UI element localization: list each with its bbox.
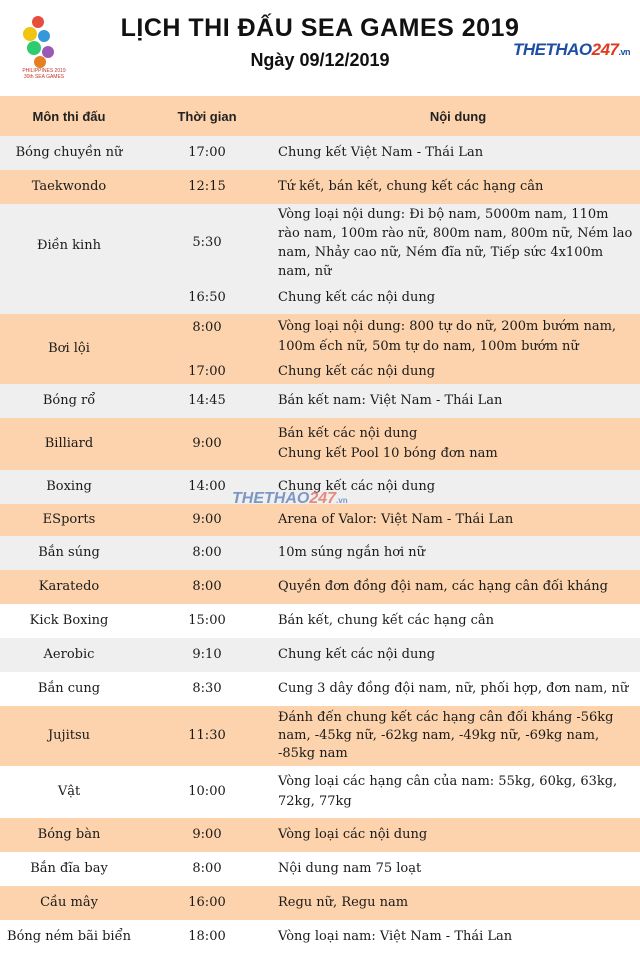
table-row — [0, 170, 640, 204]
column-header-content: Nội dung — [276, 96, 640, 136]
content-cell — [276, 418, 640, 470]
content-cell: Bán kết nam: Việt Nam - Thái Lan — [276, 384, 640, 418]
sport-cell: Bóng rổ — [0, 384, 138, 418]
time-cell: 14:45 — [138, 384, 276, 418]
content-cell: Quyền đơn đồng đội nam, các hạng cân đối kháng — [276, 570, 640, 604]
time-cell: 17:00 — [138, 360, 276, 384]
table-row — [0, 204, 640, 282]
sport-cell: Billiard — [0, 418, 138, 470]
sport-cell: Bóng bàn — [0, 818, 138, 852]
logo-caption-line-2: 30th SEA GAMES — [23, 74, 65, 80]
time-cell: 8:00 — [138, 570, 276, 604]
time-cell: 17:00 — [138, 136, 276, 170]
sport-cell: Bắn cung — [0, 672, 138, 706]
content-cell: Đánh đến chung kết các hạng cân đối kháng -56kg nam, -45kg nữ, -62kg nam, -49kg nữ, -69kg nam, -85kg nam — [276, 706, 640, 766]
time-cell: 11:30 — [138, 706, 276, 766]
column-header-sport: Môn thi đấu — [0, 96, 138, 136]
brand-main: THETHAO — [512, 40, 592, 59]
table-row — [0, 886, 640, 920]
sport-cell: Taekwondo — [0, 170, 138, 204]
sport-cell: Cầu mây — [0, 886, 138, 920]
time-cell: 8:00 — [138, 314, 276, 360]
content-cell: Tứ kết, bán kết, chung kết các hạng cân — [276, 170, 640, 204]
sport-cell: Bơi lội — [0, 314, 138, 384]
time-cell: 8:30 — [138, 672, 276, 706]
table-row — [0, 418, 640, 470]
watermark-main: THETHAO — [232, 490, 310, 507]
brand-num: 247 — [591, 40, 619, 59]
time-cell: 14:00 — [138, 470, 276, 504]
content-cell: Vòng loại nam: Việt Nam - Thái Lan — [276, 920, 640, 954]
content-cell: Bán kết, chung kết các hạng cân — [276, 604, 640, 638]
table-row — [0, 672, 640, 706]
time-cell: 16:50 — [138, 282, 276, 314]
table-row — [0, 136, 640, 170]
brand-tld: .vn — [618, 47, 630, 57]
table-row — [0, 384, 640, 418]
content-cell: Chung kết Việt Nam - Thái Lan — [276, 136, 640, 170]
sport-cell: Bắn đĩa bay — [0, 852, 138, 886]
content-cell: Cung 3 dây đồng đội nam, nữ, phối hợp, đơn nam, nữ — [276, 672, 640, 706]
content-line-2: Chung kết Pool 10 bóng đơn nam — [278, 446, 498, 461]
content-cell: Vòng loại các nội dung — [276, 818, 640, 852]
sport-cell: Karatedo — [0, 570, 138, 604]
sport-cell: Điền kinh — [0, 204, 138, 314]
time-cell: 12:15 — [138, 170, 276, 204]
content-cell: Vòng loại nội dung: Đi bộ nam, 5000m nam, 110m rào nam, 100m rào nữ, 800m nam, 800m nữ, Ném lao nam, Nhảy cao nữ, Ném đĩa nữ, Tiếp sức 4x100m nam, nữ — [276, 204, 640, 282]
table-row — [0, 706, 640, 766]
logo-caption-line-1: PHILIPPINES 2019 — [22, 68, 66, 74]
content-cell: Arena of Valor: Việt Nam - Thái Lan — [276, 504, 640, 536]
content-cell: Regu nữ, Regu nam — [276, 886, 640, 920]
sport-cell: ESports — [0, 504, 138, 536]
sport-cell: Kick Boxing — [0, 604, 138, 638]
content-cell: Chung kết các nội dung — [276, 360, 640, 384]
content-cell: 10m súng ngắn hơi nữ — [276, 536, 640, 570]
table-row — [0, 852, 640, 886]
content-cell: Vòng loại nội dung: 800 tự do nữ, 200m bướm nam, 100m ếch nữ, 50m tự do nam, 100m bướm nữ — [276, 314, 640, 360]
column-header-time: Thời gian — [138, 96, 276, 136]
header — [0, 0, 640, 96]
sport-cell: Bóng ném bãi biển — [0, 920, 138, 954]
time-cell: 18:00 — [138, 920, 276, 954]
time-cell: 8:00 — [138, 852, 276, 886]
time-cell: 9:00 — [138, 418, 276, 470]
content-cell: Chung kết các nội dung — [276, 470, 640, 504]
table-row — [0, 766, 640, 818]
watermark — [232, 490, 348, 508]
table-row — [0, 314, 640, 360]
table-header-row — [0, 96, 640, 136]
content-cell: Chung kết các nội dung — [276, 282, 640, 314]
sport-cell: Vật — [0, 766, 138, 818]
watermark-tld: .vn — [336, 496, 348, 505]
time-cell: 15:00 — [138, 604, 276, 638]
table-row — [0, 818, 640, 852]
content-cell: Chung kết các nội dung — [276, 638, 640, 672]
brand-logo — [513, 40, 630, 60]
page-date: Ngày 09/12/2019 — [250, 50, 390, 70]
table-row — [0, 604, 640, 638]
content-line-1: Bán kết các nội dung — [278, 426, 418, 441]
table-row — [0, 570, 640, 604]
sport-cell: Jujitsu — [0, 706, 138, 766]
sport-cell: Aerobic — [0, 638, 138, 672]
watermark-num: 247 — [309, 490, 337, 507]
content-cell: Nội dung nam 75 loạt — [276, 852, 640, 886]
time-cell: 10:00 — [138, 766, 276, 818]
sport-cell: Bắn súng — [0, 536, 138, 570]
page-title: LỊCH THI ĐẤU SEA GAMES 2019 — [120, 14, 520, 42]
time-cell: 5:30 — [138, 204, 276, 282]
time-cell: 8:00 — [138, 536, 276, 570]
schedule-table — [0, 96, 640, 954]
time-cell: 9:00 — [138, 504, 276, 536]
time-cell: 9:10 — [138, 638, 276, 672]
table-row — [0, 920, 640, 954]
table-row — [0, 536, 640, 570]
sport-cell: Bóng chuyền nữ — [0, 136, 138, 170]
table-row — [0, 638, 640, 672]
time-cell: 9:00 — [138, 818, 276, 852]
table-row — [0, 504, 640, 536]
time-cell: 16:00 — [138, 886, 276, 920]
content-cell: Vòng loại các hạng cân của nam: 55kg, 60kg, 63kg, 72kg, 77kg — [276, 766, 640, 818]
sport-cell: Boxing — [0, 470, 138, 504]
